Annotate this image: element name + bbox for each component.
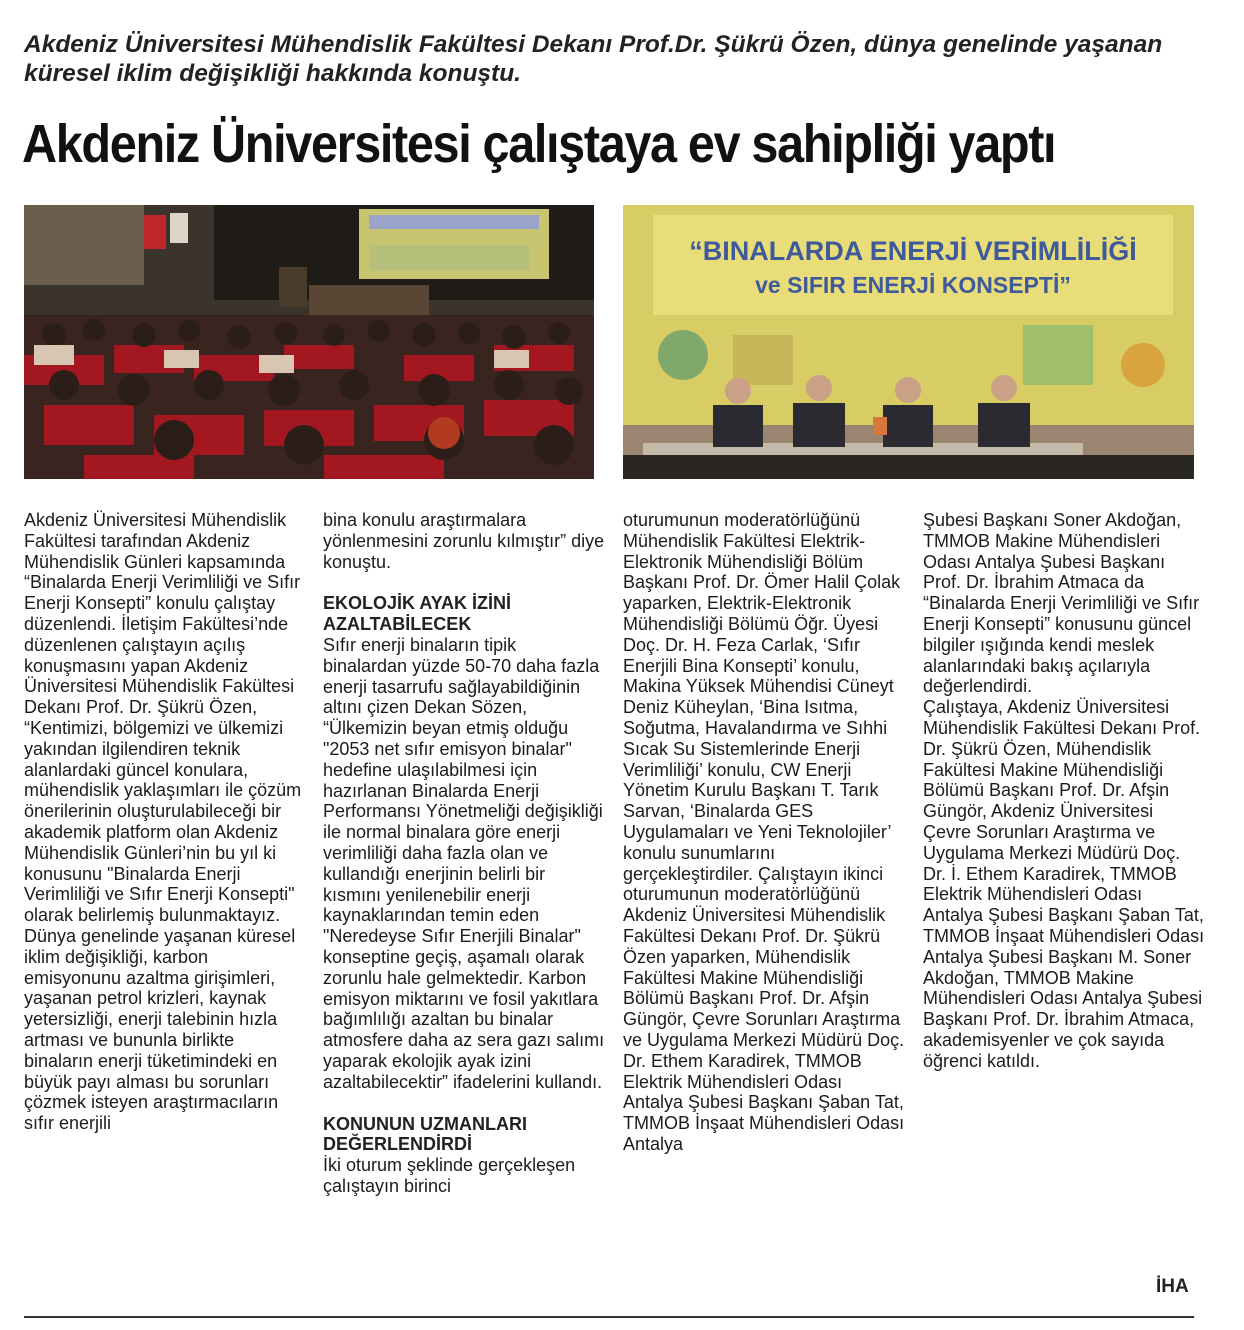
paragraph-attendees: Çalıştaya, Akdeniz Üniversitesi Mühendislik Fakültesi Dekanı Prof. Dr. Şükrü Özen, Mühendislik Fakültesi Makine Mühendisliği Bölümü Başkanı Prof. Dr. Afşin Güngör, Akdeniz Üniversitesi Çevre Sorunları Araştırma ve Uygulama Merkezi Müdürü Doç. Dr. İ. Ethem Karadirek, TMMOB Elektrik Mühendisleri Odası Antalya Şubesi Başkanı Şaban Tat, TMMOB İnşaat Mühendisleri Odası Antalya Şubesi Başkanı M. Soner Akdoğan, TMMOB Makine Mühendisleri Odası Antalya Şubesi Başkanı Prof. Dr. İbrahim Atmaca, akademisyenler ve çok sayıda öğrenci katıldı.: [923, 697, 1205, 1071]
bottom-divider: [24, 1316, 1194, 1318]
banner-title-line2: ve SIFIR ENERJİ KONSEPTİ”: [755, 272, 1071, 298]
article-column-1: [24, 510, 306, 1134]
paragraph-intro: Akdeniz Üniversitesi Mühendislik Fakültesi tarafından Akdeniz Mühendislik Günleri kapsamında “Binalarda Enerji Verimliliği ve Sıfır Enerji Konsepti” konulu çalıştay düzenlendi. İletişim Fakültesi’nde düzenlenen çalıştayın açılış konuşmasını yapan Akdeniz Üniversitesi Mühendislik Fakültesi Dekanı Prof. Dr. Şükrü Özen, “Kentimizi, bölgemizi ve ülkemizi yakından ilgilendiren teknik alanlardaki güncel konulara, mühendislik yaklaşımları ile çözüm önerilerinin oluşturulabileceği bir akademik platform olan Akdeniz Mühendislik Günleri’nin bu yıl ki konusunu "Binalarda Enerji Verimliliği ve Sıfır Enerji Konsepti" olarak belirlemiş bulunmaktayız. Dünya genelinde yaşanan küresel iklim değişikliği, karbon emisyonunu azaltma girişimleri, yaşanan petrol krizleri, kaynak yetersizliği, enerji talebinin hızla artması ve bununla birlikte binaların enerji tüketimindeki en büyük payı alması bu sorunları çözmek isteyen araştırmacıların sıfır enerjili: [24, 510, 302, 1134]
paragraph-evaluation: Şubesi Başkanı Soner Akdoğan, TMMOB Makine Mühendisleri Odası Antalya Şubesi Başkanı Prof. Dr. İbrahim Atmaca da “Binalarda Enerji Verimliliği ve Sıfır Enerji Konsepti” konusunu güncel bilgiler ışığında kendi meslek alanlarındaki bakış açılarıyla değerlendirdi.: [923, 510, 1200, 697]
paragraph-ecological: Sıfır enerji binaların tipik binalardan yüzde 50-70 daha fazla enerji tasarrufu sağlayabildiğinin altını çizen Dekan Sözen, “Ülkemizin beyan etmiş olduğu "2053 net sıfır emisyon binalar" hedefine ulaşılabilmesi için hazırlanan Binalarda Enerji Performansı Yönetmeliği değişikliği ile normal binalara göre enerji verimliliği daha fazla olan ve kullandığı enerjinin belirli bir kısmını yenilenebilir enerji kaynaklarından temin eden "Neredeyse Sıfır Enerjili Binalar" konseptine geçiş, aşamalı olarak zorunlu hale gelmektedir. Karbon emisyon miktarını ve fosil yakıtlara bağımlılığı azaltan bu binalar atmosfere daha az sera gazı salımı yaparak ekolojik ayak izini azaltabilecektir” ifadelerini kullandı.: [323, 634, 605, 1092]
auditorium-photo: [24, 205, 594, 479]
subheading-experts: KONUNUN UZMANLARI DEĞERLENDİRDİ: [323, 1113, 527, 1155]
article-column-3: [623, 510, 905, 1155]
news-agency-credit: İHA: [1156, 1276, 1189, 1297]
paragraph-sessions-start: İki oturum şeklinde gerçekleşen çalıştayın birinci: [323, 1155, 576, 1196]
article-column-4: [923, 510, 1205, 1072]
subheading-ecological: EKOLOJİK AYAK İZİNİ AZALTABİLECEK: [323, 593, 512, 635]
article-column-2: [323, 510, 605, 1197]
article-headline: Akdeniz Üniversitesi çalıştaya ev sahipliği yaptı: [22, 114, 1056, 174]
banner-title-line1: “BINALARDA ENERJİ VERİMLİLİĞİ: [689, 236, 1137, 266]
panel-photo: [623, 205, 1194, 479]
article-kicker: Akdeniz Üniversitesi Mühendislik Fakültesi Dekanı Prof.Dr. Şükrü Özen, dünya genelinde yaşanan küresel iklim değişikliği hakkında konuştu.: [24, 31, 1163, 87]
paragraph-quote-end: bina konulu araştırmalara yönlenmesini zorunlu kılmıştır” diye konuştu.: [323, 510, 605, 572]
paragraph-sessions: oturumunun moderatörlüğünü Mühendislik Fakültesi Elektrik-Elektronik Mühendisliği Bölüm Başkanı Prof. Dr. Ömer Halil Çolak yaparken, Elektrik-Elektronik Mühendisliği Bölümü Öğr. Üyesi Doç. Dr. H. Feza Carlak, ‘Sıfır Enerjili Bina Konsepti’ konulu, Makina Yüksek Mühendisi Cüneyt Deniz Küheylan, ‘Bina Isıtma, Soğutma, Havalandırma ve Sıhhi Sıcak Su Sistemlerinde Enerji Verimliliği’ konulu, CW Enerji Yönetim Kurulu Başkanı T. Tarık Sarvan, ‘Binalarda GES Uygulamaları ve Yeni Teknolojiler’ konulu sunumlarını gerçekleştirdiler. Çalıştayın ikinci oturumunun moderatörlüğünü Akdeniz Üniversitesi Mühendislik Fakültesi Dekanı Prof. Dr. Şükrü Özen yaparken, Mühendislik Fakültesi Makine Mühendisliği Bölümü Başkanı Prof. Dr. Afşin Güngör, Çevre Sorunları Araştırma ve Uygulama Merkezi Müdürü Doç. Dr. Ethem Karadirek, TMMOB Elektrik Mühendisleri Odası Antalya Şubesi Başkanı Şaban Tat, TMMOB İnşaat Mühendisleri Odası Antalya: [623, 510, 905, 1154]
